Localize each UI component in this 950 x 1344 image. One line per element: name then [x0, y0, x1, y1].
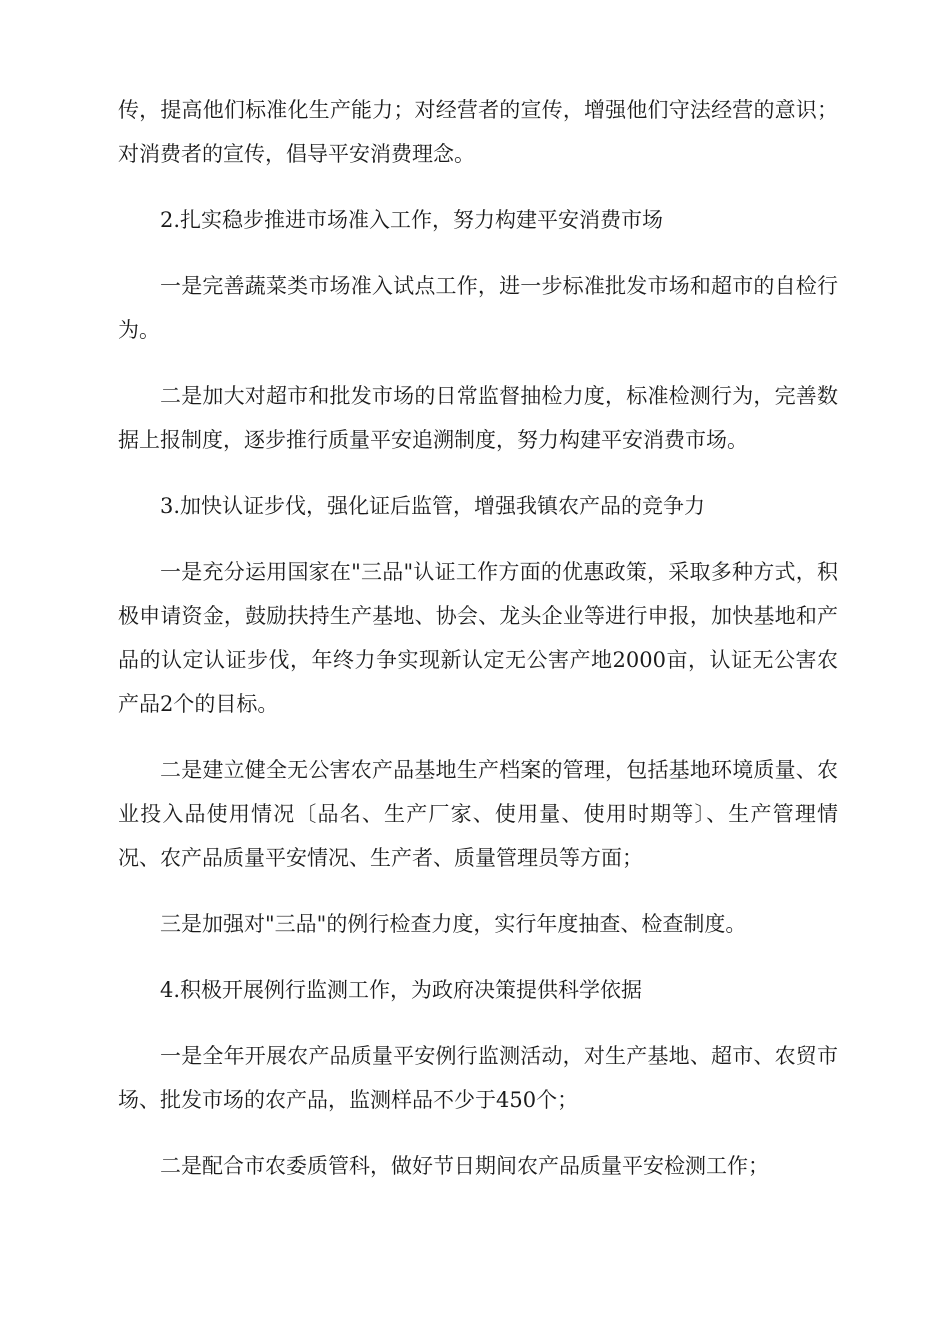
paragraph: 三是加强对"三品"的例行检查力度，实行年度抽查、检查制度。 [160, 912, 747, 936]
paragraph: 二是建立健全无公害农产品基地生产档案的管理，包括基地环境质量、农业投入品使用情况〔品名、生产厂家、使用量、使用时期等〕、生产管理情况、农产品质量平安情况、生产者、质量管理员等方面； [118, 758, 838, 870]
document-body [118, 88, 838, 1210]
paragraph: 一是全年开展农产品质量平安例行监测活动，对生产基地、超市、农贸市场、批发市场的农产品，监测样品不少于450个； [118, 1044, 838, 1112]
paragraph: 二是配合市农委质管科，做好节日期间农产品质量平安检测工作； [160, 1154, 769, 1178]
paragraph-continuation: 传，提高他们标准化生产能力；对经营者的宣传，增强他们守法经营的意识；对消费者的宣传，倡导平安消费理念。 [118, 98, 838, 166]
section-heading-2: 2.扎实稳步推进市场准入工作，努力构建平安消费市场 [160, 208, 664, 232]
section-heading-3: 3.加快认证步伐，强化证后监管，增强我镇农产品的竞争力 [160, 494, 706, 518]
paragraph: 一是充分运用国家在"三品"认证工作方面的优惠政策，采取多种方式，积极申请资金，鼓励扶持生产基地、协会、龙头企业等进行申报，加快基地和产品的认定认证步伐，年终力争实现新认定无公害产地2000亩，认证无公害农产品2个的目标。 [118, 560, 838, 716]
paragraph: 一是完善蔬菜类市场准入试点工作，进一步标准批发市场和超市的自检行为。 [118, 274, 838, 342]
paragraph: 二是加大对超市和批发市场的日常监督抽检力度，标准检测行为，完善数据上报制度，逐步推行质量平安追溯制度，努力构建平安消费市场。 [118, 384, 838, 452]
section-heading-4: 4.积极开展例行监测工作，为政府决策提供科学依据 [160, 978, 643, 1002]
